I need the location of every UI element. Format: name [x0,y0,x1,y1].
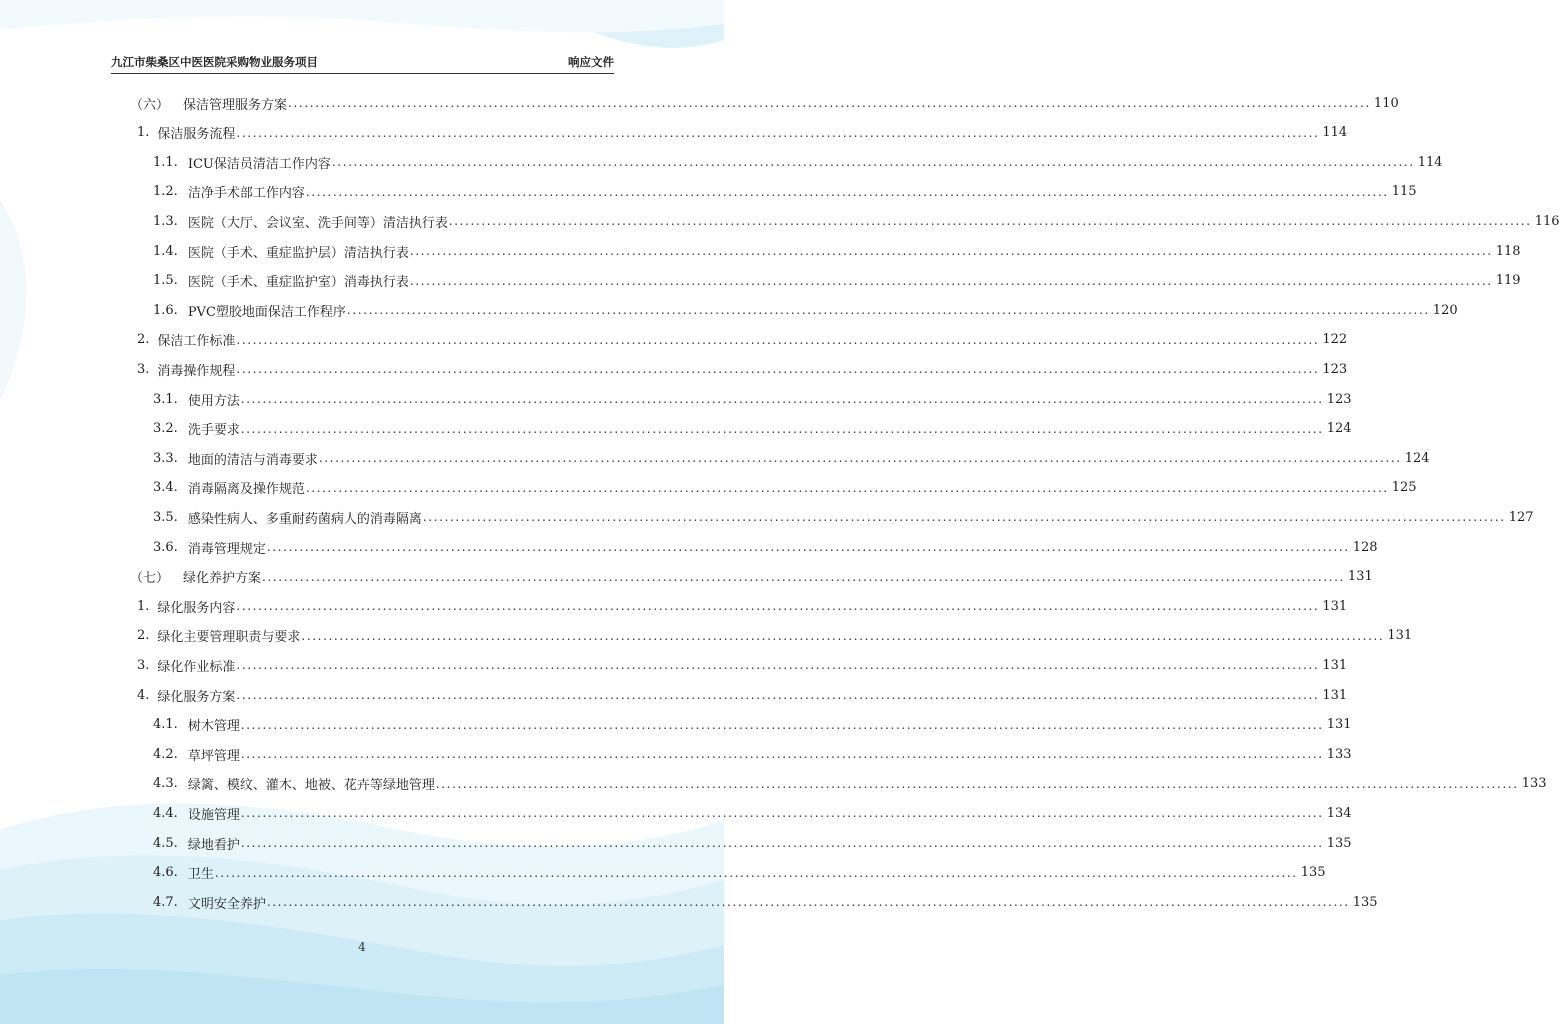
toc-leader-dots: ........................................................................................................................................................................................................ [301,628,1385,643]
toc-entry-title: 医院（手术、重症监护室）消毒执行表 [187,275,409,291]
toc-entry[interactable] [137,650,1348,680]
toc-entry[interactable] [153,206,1560,236]
toc-leader-dots: ........................................................................................................................................................................................................ [266,895,1350,910]
toc-leader-dots: ........................................................................................................................................................................................................ [318,451,1402,466]
toc-entry-page: 127 [1508,509,1534,525]
document-type: 响应文件 [568,55,614,69]
toc-entry[interactable] [153,502,1534,532]
toc-leader-dots: ........................................................................................................................................................................................................ [331,155,1415,170]
toc-entry-title: 洗手要求 [187,423,240,439]
toc-entry-page: 131 [1322,598,1348,614]
toc-entry-page: 131 [1322,657,1348,673]
toc-leader-dots: ........................................................................................................................................................................................................ [240,806,1324,821]
toc-leader-dots: ........................................................................................................................................................................................................ [448,214,1532,229]
toc-entry[interactable] [153,710,1352,740]
toc-entry[interactable] [153,384,1352,414]
toc-entry-page: 119 [1495,273,1521,289]
toc-entry-number: 4.6. [153,865,178,881]
toc-entry-page: 114 [1322,125,1348,141]
toc-leader-dots: ........................................................................................................................................................................................................ [240,836,1324,850]
toc-leader-dots: ........................................................................................................................................................................................................ [435,776,1519,791]
toc-entry[interactable] [137,591,1348,621]
toc-entry-title: 消毒操作规程 [157,363,236,379]
toc-leader-dots: ........................................................................................................................................................................................................ [236,688,1320,702]
toc-entry-title: 绿篱、模纹、灌木、地被、花卉等绿地管理 [187,778,435,794]
toc-entry[interactable] [153,798,1352,828]
toc-leader-dots: ........................................................................................................................................................................................................ [409,273,1493,288]
toc-leader-dots: ........................................................................................................................................................................................................ [262,569,1345,584]
toc-entry-number: 4.4. [153,805,178,821]
toc-entry-number: 4. [137,687,150,703]
toc-leader-dots: ........................................................................................................................................................................................................ [236,332,1320,347]
toc-entry-number: 1.3. [153,213,178,229]
toc-leader-dots: ........................................................................................................................................................................................................ [240,421,1324,436]
toc-entry-title: 绿化养护方案 [183,571,262,587]
toc-entry[interactable] [153,739,1352,769]
toc-entry-number: 1.1. [153,154,178,170]
toc-entry-number: 3.2. [153,421,178,437]
page-header [111,54,614,72]
toc-entry-page: 133 [1521,776,1547,792]
toc-entry-page: 122 [1322,332,1348,348]
toc-entry-title: 医院（手术、重症监护层）清洁执行表 [187,245,409,261]
toc-entry-title: 卫生 [187,867,214,883]
toc-leader-dots: ........................................................................................................................................................................................................ [240,717,1324,732]
toc-leader-dots: ........................................................................................................................................................................................................ [236,362,1320,377]
toc-entry-page: 110 [1373,95,1399,111]
toc-entry-page: 120 [1432,302,1458,318]
toc-leader-dots: ........................................................................................................................................................................................................ [236,599,1320,614]
toc-entry-page: 128 [1352,539,1378,555]
toc-entry[interactable] [153,236,1521,266]
toc-entry-title: 设施管理 [187,807,240,823]
toc-entry-title: 使用方法 [187,393,240,409]
toc-leader-dots: ........................................................................................................................................................................................................ [240,747,1324,762]
toc-entry-number: 4.2. [153,746,178,762]
project-title: 九江市柴桑区中医医院采购物业服务项目 [111,55,318,69]
toc-entry-title: 保洁工作标准 [157,334,236,350]
toc-entry[interactable] [153,769,1547,799]
toc-entry[interactable] [153,443,1430,473]
toc-entry-page: 124 [1404,450,1430,466]
toc-entry-page: 114 [1417,154,1443,170]
toc-entry-number: 1. [137,125,150,141]
toc-entry-title: ICU保洁员清洁工作内容 [187,156,331,172]
toc-entry-page: 123 [1322,361,1348,377]
toc-entry-page: 131 [1322,687,1348,703]
toc-entry-number: 4.7. [153,894,178,910]
toc-entry-title: 保洁服务流程 [157,127,236,143]
toc-entry-title: 感染性病人、多重耐药菌病人的消毒隔离 [187,511,422,527]
toc-entry-title: 洁净手术部工作内容 [187,186,305,202]
toc-entry-number: 2. [137,628,150,644]
toc-entry-number: 3. [137,657,150,673]
toc-entry-title: 绿化作业标准 [157,659,236,675]
toc-leader-dots: ........................................................................................................................................................................................................ [346,303,1430,318]
toc-entry[interactable] [153,858,1326,888]
toc-entry[interactable] [153,177,1417,207]
toc-entry-title: 医院（大厅、会议室、洗手间等）清洁执行表 [187,215,448,231]
toc-entry[interactable] [137,680,1348,710]
toc-leader-dots: ........................................................................................................................................................................................................ [288,96,1371,110]
toc-entry[interactable] [153,887,1378,917]
toc-entry-page: 135 [1326,835,1352,851]
toc-entry-number: 1.6. [153,302,178,318]
toc-entry-page: 125 [1391,480,1417,496]
toc-entry-number: 1.4. [153,243,178,259]
toc-entry-number: 3.1. [153,391,178,407]
toc-entry-page: 131 [1326,717,1352,733]
toc-entry-number: 1.2. [153,184,178,200]
toc-entry-page: 135 [1352,894,1378,910]
toc-entry-title: 绿化主要管理职责与要求 [157,630,301,646]
toc-entry-page: 123 [1326,391,1352,407]
toc-leader-dots: ........................................................................................................................................................................................................ [409,244,1493,258]
toc-entry-page: 124 [1326,421,1352,437]
toc-entry-title: 草坪管理 [187,748,240,764]
toc-entry[interactable] [137,325,1348,355]
toc-entry-title: 绿化服务内容 [157,600,236,616]
toc-entry[interactable] [153,295,1458,325]
toc-entry-page: 118 [1495,243,1521,259]
toc-entry-number: 3.6. [153,539,178,555]
toc-entry-number: （七） [130,571,170,587]
toc-leader-dots: ........................................................................................................................................................................................................ [422,510,1506,525]
toc-entry[interactable] [153,532,1378,562]
toc-entry-page: 134 [1326,805,1352,821]
toc-entry-page: 131 [1347,569,1373,585]
toc-leader-dots: ........................................................................................................................................................................................................ [236,125,1320,140]
toc-entry[interactable] [153,266,1521,296]
toc-entry-number: （六） [130,97,170,113]
toc-entry-page: 115 [1391,184,1417,200]
toc-entry-number: 3.4. [153,480,178,496]
toc-entry[interactable] [130,88,1399,118]
toc-leader-dots: ........................................................................................................................................................................................................ [305,184,1389,199]
toc-leader-dots: ........................................................................................................................................................................................................ [305,480,1389,495]
toc-entry-title: 绿化服务方案 [157,689,236,705]
toc-entry-title: 树木管理 [187,719,240,735]
toc-entry-title: 绿地看护 [187,837,240,853]
toc-entry[interactable] [137,118,1348,148]
toc-entry-number: 3.3. [153,450,178,466]
toc-entry-number: 1.5. [153,273,178,289]
toc-entry-title: 消毒隔离及操作规范 [187,482,305,498]
toc-entry-number: 4.3. [153,776,178,792]
toc-entry[interactable] [137,354,1348,384]
toc-entry-title: PVC塑胶地面保洁工作程序 [187,304,346,320]
toc-entry-number: 3. [137,361,150,377]
toc-entry[interactable] [130,562,1373,592]
toc-leader-dots: ........................................................................................................................................................................................................ [266,540,1350,554]
toc-entry-number: 3.5. [153,509,178,525]
toc-entry[interactable] [153,473,1417,503]
toc-entry-title: 保洁管理服务方案 [183,97,288,113]
toc-entry-page: 116 [1534,213,1560,229]
toc-entry-number: 1. [137,598,150,614]
toc-entry-page: 131 [1387,628,1413,644]
toc-entry-number: 2. [137,332,150,348]
toc-entry[interactable] [153,828,1352,858]
toc-entry-page: 135 [1300,865,1326,881]
toc-entry-title: 文明安全养护 [187,896,266,912]
toc-entry[interactable] [153,414,1352,444]
header-rule [111,73,614,74]
toc-entry-number: 4.5. [153,835,178,851]
toc-entry-title: 地面的清洁与消毒要求 [187,452,318,468]
toc-entry[interactable] [137,621,1413,651]
toc-leader-dots: ........................................................................................................................................................................................................ [236,658,1320,673]
toc-leader-dots: ........................................................................................................................................................................................................ [240,392,1324,406]
toc-leader-dots: ........................................................................................................................................................................................................ [214,865,1298,880]
toc-entry[interactable] [153,147,1443,177]
toc-entry-page: 133 [1326,746,1352,762]
toc-entry-title: 消毒管理规定 [187,541,266,557]
page-number: 4 [358,940,366,954]
toc-entry-number: 4.1. [153,717,178,733]
